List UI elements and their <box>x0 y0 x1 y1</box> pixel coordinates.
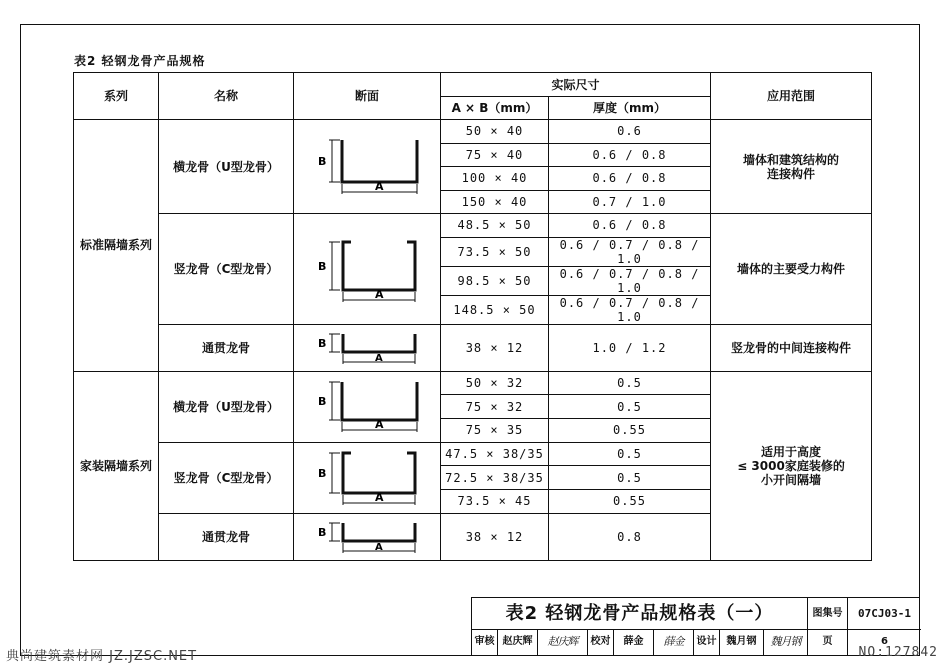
check-label: 校对 <box>588 630 614 655</box>
section-label-a: A <box>375 490 384 504</box>
designer-signature: 魏月钢 <box>764 630 808 655</box>
section-home-c <box>294 442 441 513</box>
atlas-label: 图集号 <box>808 598 848 630</box>
scope-line: 连接构件 <box>767 166 816 181</box>
c-channel-section-icon <box>307 445 427 511</box>
section-label-b: B <box>318 525 327 539</box>
u-channel-section-icon <box>307 376 427 438</box>
thickness-cell: 0.5 <box>549 442 711 466</box>
through-channel-section-icon <box>307 517 427 557</box>
scope-std-vertical: 墙体的主要受力构件 <box>711 214 872 325</box>
size-cell: 38 × 12 <box>441 324 549 371</box>
scope-home <box>711 371 872 560</box>
name-std-horizontal: 横龙骨（U型龙骨） <box>159 120 294 214</box>
header-series: 系列 <box>74 73 159 120</box>
header-actual-size: 实际尺寸 <box>441 73 711 97</box>
section-std-through <box>294 324 441 371</box>
size-cell: 50 × 40 <box>441 120 549 144</box>
header-scope: 应用范围 <box>711 73 872 120</box>
size-cell: 75 × 35 <box>441 418 549 442</box>
size-cell: 98.5 × 50 <box>441 266 549 295</box>
thickness-cell: 1.0 / 1.2 <box>549 324 711 371</box>
u-channel-section-icon <box>307 132 427 202</box>
thickness-cell: 0.6 <box>549 120 711 144</box>
section-home-through <box>294 513 441 560</box>
name-std-vertical: 竖龙骨（C型龙骨） <box>159 214 294 325</box>
scope-line: ≤ 3000家庭装修的 <box>737 458 845 473</box>
design-label: 设计 <box>694 630 720 655</box>
size-cell: 73.5 × 50 <box>441 237 549 266</box>
series-standard: 标准隔墙系列 <box>74 120 159 372</box>
checker-signature: 薛金 <box>654 630 694 655</box>
section-label-a: A <box>375 352 383 364</box>
reviewer-signature: 赵庆辉 <box>538 630 588 655</box>
name-home-vertical: 竖龙骨（C型龙骨） <box>159 442 294 513</box>
section-label-a: A <box>375 179 384 193</box>
name-home-through: 通贯龙骨 <box>159 513 294 560</box>
size-cell: 148.5 × 50 <box>441 295 549 324</box>
reviewer-name: 赵庆辉 <box>498 630 538 655</box>
c-channel-section-icon <box>307 232 427 306</box>
table-caption: 表2 轻钢龙骨产品规格 <box>74 54 206 68</box>
section-std-c <box>294 214 441 325</box>
section-label-b: B <box>318 466 327 480</box>
size-cell: 72.5 × 38/35 <box>441 466 549 490</box>
section-label-b: B <box>318 259 327 273</box>
size-cell: 38 × 12 <box>441 513 549 560</box>
watermark-number: NO:127842 <box>858 645 938 660</box>
section-label-a: A <box>375 417 384 431</box>
section-label-b: B <box>318 336 327 350</box>
name-home-horizontal: 横龙骨（U型龙骨） <box>159 371 294 442</box>
section-label-b: B <box>318 154 327 168</box>
page-label: 页 <box>808 630 848 655</box>
thickness-cell: 0.6 / 0.7 / 0.8 / 1.0 <box>549 295 711 324</box>
size-cell: 50 × 32 <box>441 371 549 395</box>
title-block <box>471 597 920 656</box>
size-cell: 48.5 × 50 <box>441 214 549 238</box>
size-cell: 47.5 × 38/35 <box>441 442 549 466</box>
section-label-a: A <box>375 287 384 301</box>
scope-std-horizontal <box>711 120 872 214</box>
header-name: 名称 <box>159 73 294 120</box>
name-std-through: 通贯龙骨 <box>159 324 294 371</box>
page-number: 6 <box>881 636 888 647</box>
size-cell: 73.5 × 45 <box>441 489 549 513</box>
checker-name: 薛金 <box>614 630 654 655</box>
size-cell: 150 × 40 <box>441 190 549 214</box>
header-section: 断面 <box>294 73 441 120</box>
thickness-cell: 0.5 <box>549 395 711 419</box>
thickness-cell: 0.8 <box>549 513 711 560</box>
scope-std-through: 竖龙骨的中间连接构件 <box>711 324 872 371</box>
header-thickness: 厚度（mm） <box>549 97 711 120</box>
thickness-cell: 0.7 / 1.0 <box>549 190 711 214</box>
scope-line: 小开间隔墙 <box>761 472 822 487</box>
drawing-title: 表2 轻钢龙骨产品规格表（一） <box>472 598 808 630</box>
atlas-number: 07CJ03-1 <box>848 598 921 630</box>
thickness-cell: 0.6 / 0.8 <box>549 167 711 191</box>
series-home: 家装隔墙系列 <box>74 371 159 560</box>
thickness-cell: 0.6 / 0.7 / 0.8 / 1.0 <box>549 266 711 295</box>
section-label-b: B <box>318 394 327 408</box>
thickness-cell: 0.6 / 0.8 <box>549 143 711 167</box>
thickness-cell: 0.5 <box>549 371 711 395</box>
scope-line: 墙体和建筑结构的 <box>743 152 840 167</box>
signature-row <box>472 630 921 655</box>
thickness-cell: 0.55 <box>549 489 711 513</box>
section-label-a: A <box>375 541 383 553</box>
section-std-u <box>294 120 441 214</box>
thickness-cell: 0.6 / 0.8 <box>549 214 711 238</box>
watermark-site: 典尚建筑素材网 JZ.JZSC.NET <box>6 649 198 664</box>
size-cell: 75 × 40 <box>441 143 549 167</box>
review-label: 审核 <box>472 630 498 655</box>
thickness-cell: 0.5 <box>549 466 711 490</box>
through-channel-section-icon <box>307 328 427 368</box>
thickness-cell: 0.6 / 0.7 / 0.8 / 1.0 <box>549 237 711 266</box>
thickness-cell: 0.55 <box>549 418 711 442</box>
size-cell: 100 × 40 <box>441 167 549 191</box>
section-home-u <box>294 371 441 442</box>
scope-line: 适用于高度 <box>761 444 822 459</box>
size-cell: 75 × 32 <box>441 395 549 419</box>
designer-name: 魏月钢 <box>720 630 764 655</box>
header-axb: A × B（mm） <box>441 97 549 120</box>
spec-table <box>73 72 872 561</box>
